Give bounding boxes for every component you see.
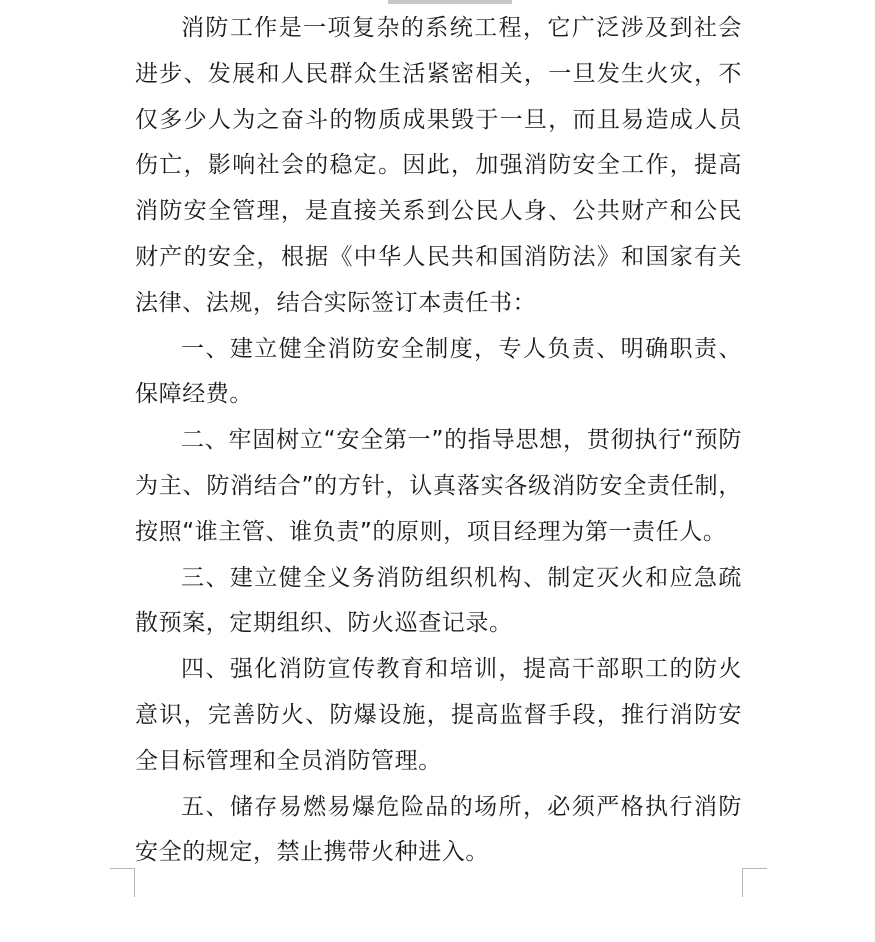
margin-corner-mark-left [110,868,135,897]
clause-4-paragraph: 四、强化消防宣传教育和培训，提高干部职工的防火意识，完善防火、防爆设施，提高监督手段，推行消防安全目标管理和全员消防管理。 [135,656,742,774]
clause-1-paragraph: 一、建立健全消防安全制度，专人负责、明确职责、保障经费。 [135,335,742,408]
intro-paragraph: 消防工作是一项复杂的系统工程，它广泛涉及到社会进步、发展和人民群众生活紧密相关，一旦发生火灾，不仅多少人为之奋斗的物质成果毁于一旦，而且易造成人员伤亡，影响社会的稳定。因此，加强消防安全工作，提高消防安全管理，是直接关系到公民人身、公共财产和公民财产的安全，根据《中华人民共和国消防法》和国家有关法律、法规，结合实际签订本责任书： [135,15,742,316]
margin-corner-mark-right [742,868,767,897]
scroll-indicator[interactable] [388,0,512,4]
clause-5-paragraph: 五、储存易燃易爆危险品的场所，必须严格执行消防安全的规定，禁止携带火种进入。 [135,793,742,866]
clause-2-paragraph: 二、牢固树立“安全第一”的指导思想，贯彻执行“预防为主、防消结合”的方针，认真落实各级消防安全责任制，按照“谁主管、谁负责”的原则，项目经理为第一责任人。 [135,427,742,545]
clause-3-paragraph: 三、建立健全义务消防组织机构、制定灭火和应急疏散预案，定期组织、防火巡查记录。 [135,564,742,637]
document-body [135,6,742,876]
